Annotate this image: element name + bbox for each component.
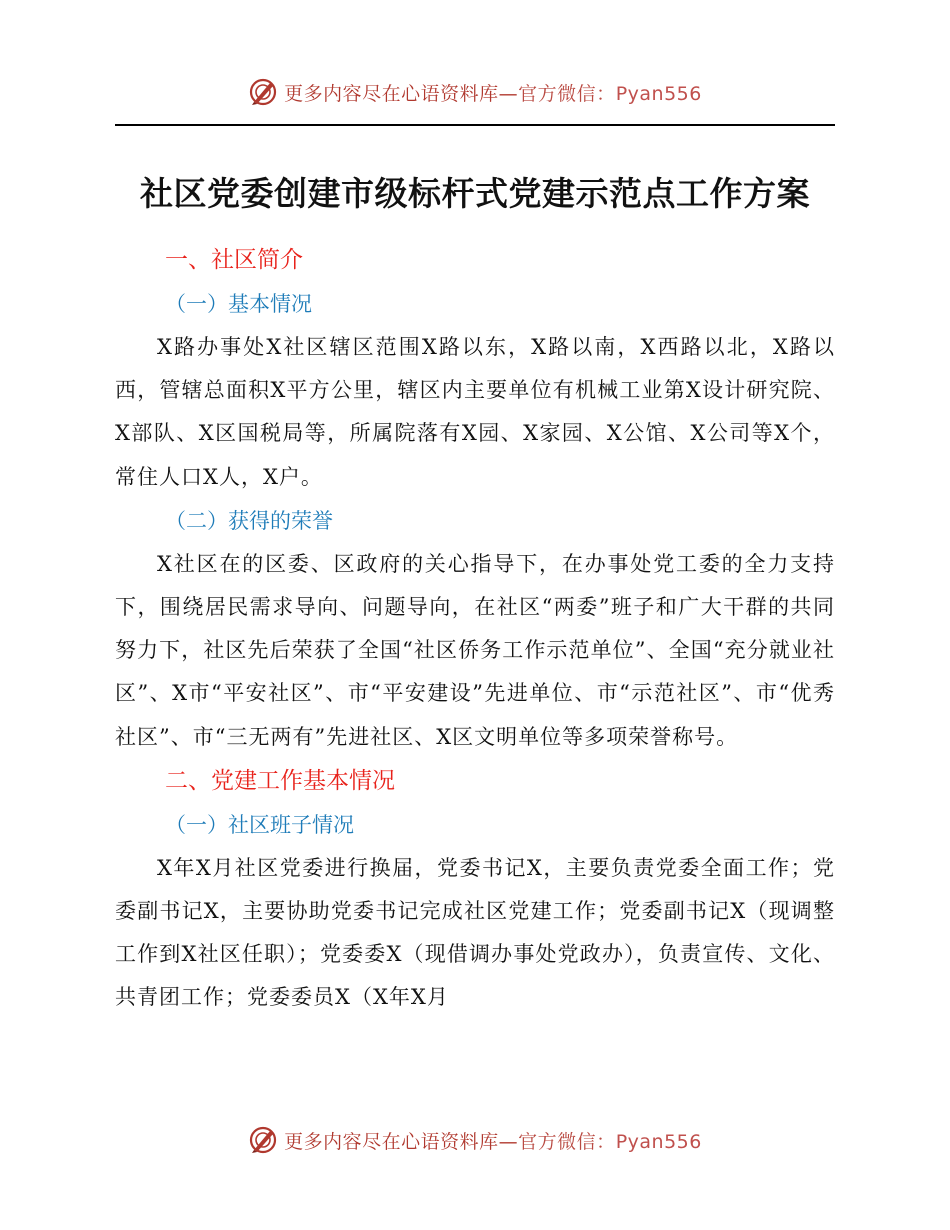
paragraph-basic-info: X路办事处X社区辖区范围X路以东，X路以南，X西路以北，X路以西，管辖总面积X平方公里，辖区内主要单位有机械工业第X设计研究院、X部队、X区国税局等，所属院落有X园、X家园、X公馆、X公司等X个，常住人口X人，X户。 xyxy=(115,335,835,489)
footer-banner xyxy=(0,1120,950,1160)
paragraph-team: X年X月社区党委进行换届，党委书记X，主要负责党委全面工作；党委副书记X，主要协助党委书记完成社区党建工作；党委副书记X（现调整工作到X社区任职）；党委委X（现借调办事处党政办），负责宣传、文化、共青团工作；党委委员X（X年X月 xyxy=(115,855,835,1010)
banner-site-text: 更多内容尽在心语资料库 xyxy=(284,82,499,105)
subsection-heading-team: （一）社区班子情况 xyxy=(165,812,354,837)
banner-site-text: 更多内容尽在心语资料库 xyxy=(284,1130,499,1153)
paragraph-honors: X社区在的区委、区政府的关心指导下，在办事处党工委的全力支持下，围绕居民需求导向、问题导向，在社区“两委”班子和广大干群的共同努力下，社区先后荣获了全国“社区侨务工作示范单位”、全国“充分就业社区”、X市“平安社区”、市“平安建设”先进单位、市“示范社区”、市“优秀社区”、市“三无两有”先进社区、X区文明单位等多项荣誉称号。 xyxy=(115,551,835,749)
banner-official-label: 官方微信： xyxy=(518,82,616,105)
banner-wechat-id: Pyan556 xyxy=(615,82,702,105)
banner-dash: — xyxy=(498,82,519,105)
header-banner xyxy=(0,72,950,112)
document-body xyxy=(115,238,835,1020)
banner-text xyxy=(284,1127,702,1154)
subsection-heading-honors: （二）获得的荣誉 xyxy=(165,508,333,533)
document-title: 社区党委创建市级标杆式党建示范点工作方案 xyxy=(140,174,810,213)
banner-dash: — xyxy=(498,1130,519,1153)
banner-wechat-id: Pyan556 xyxy=(615,1130,702,1153)
pen-logo-icon xyxy=(248,1125,278,1155)
section-heading-party-work: 二、党建工作基本情况 xyxy=(165,767,395,794)
pen-logo-icon xyxy=(248,77,278,107)
banner-text xyxy=(284,79,702,106)
banner-official-label: 官方微信： xyxy=(518,1130,616,1153)
banner-content xyxy=(248,1125,702,1155)
section-heading-intro: 一、社区简介 xyxy=(165,247,303,273)
subsection-heading-basic-info: （一）基本情况 xyxy=(165,292,312,316)
header-divider xyxy=(115,124,835,126)
banner-content xyxy=(248,77,702,107)
